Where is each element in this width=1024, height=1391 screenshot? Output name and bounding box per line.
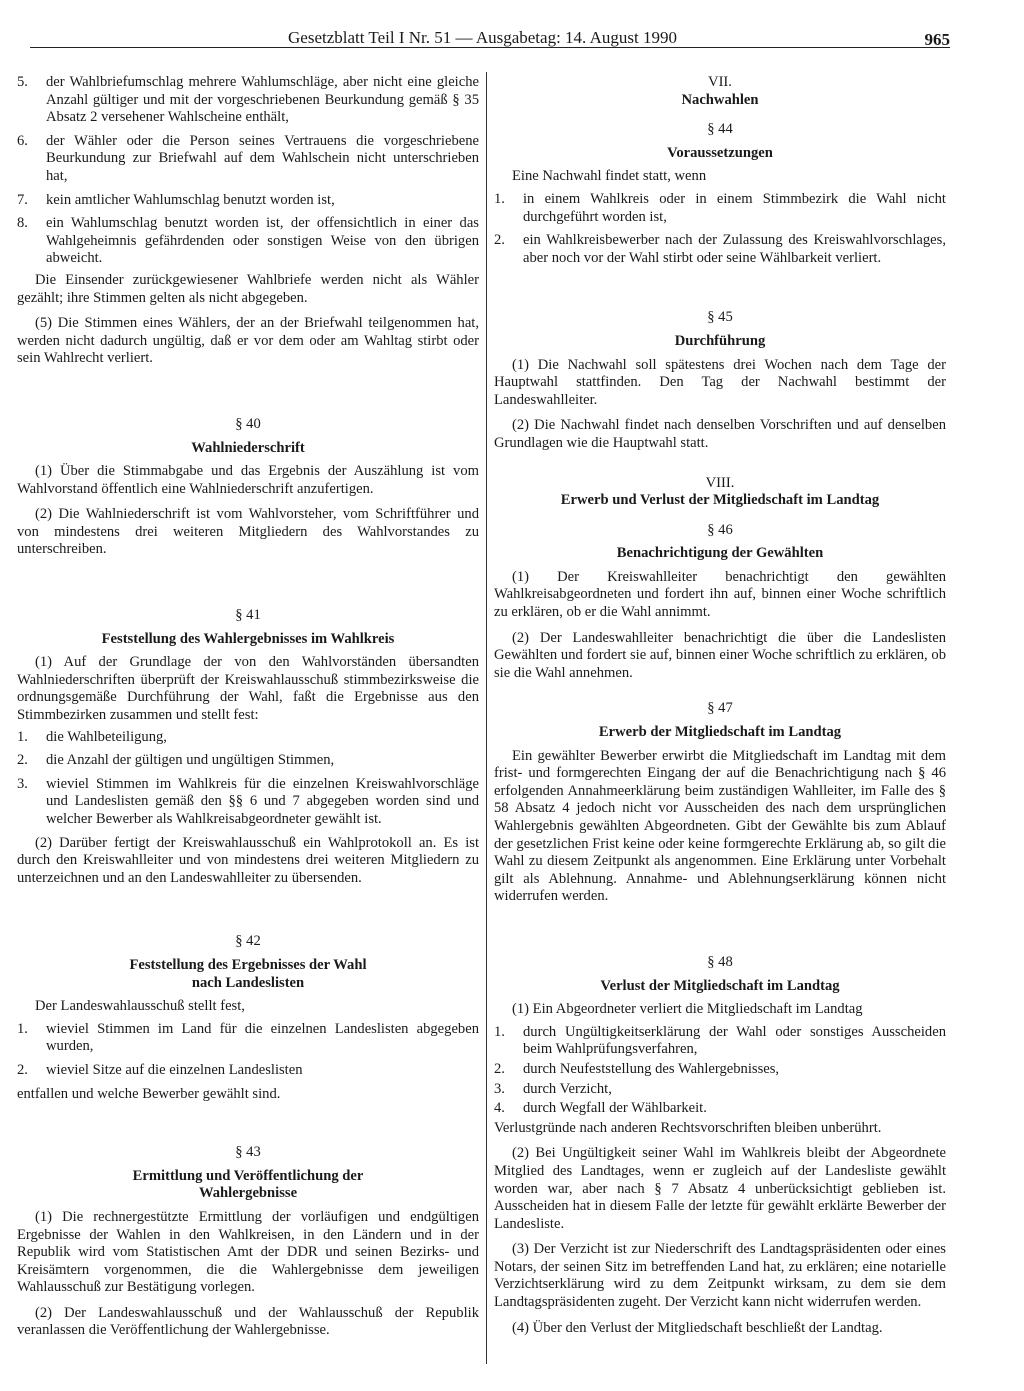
section-title: Wahlniederschrift <box>191 439 305 456</box>
paragraph: (1) Über die Stimmabgabe und das Ergebnis der Auszählung ist vom Wahlvorstand öffentlich eine Wahlniederschrift anzufertigen. <box>17 463 479 497</box>
section-title: Feststellung des Wahlergebnisses im Wahlkreis <box>101 630 395 647</box>
section-title: Wahlergebnisse <box>198 1185 298 1202</box>
paragraph: (4) Über den Verlust der Mitgliedschaft beschließt der Landtag. <box>512 1319 883 1336</box>
list-item: 6. der Wähler oder die Person seines Vertrauens die vorgeschriebene Beurkundung zur Briefwahl auf dem Wahlschein nicht unterschrieben hat, <box>17 132 479 184</box>
list-item: 8. ein Wahlumschlag benutzt worden ist, der offensichtlich in einer das Wahlgeheimnis gefährdenden oder sonstigen Weise von den übrigen abweicht. <box>17 215 479 267</box>
paragraph: Der Landeswahlausschuß stellt fest, <box>35 998 245 1015</box>
chapter-number: VII. <box>708 74 732 90</box>
paragraph: (1) Die rechnergestützte Ermittlung der vorläufigen und endgültigen Ergebnisse der Wahlen in den Wahlkreisen, in den Ländern und in der Republik wird vom Statistischen Amt der DDR und seinen Bezirks- und Kreisämtern vorgenommen, die die Wahlergebnisse dem jeweiligen Wahlausschuß zur Bestätigung vorlegen. <box>17 1208 479 1296</box>
paragraph: (2) Die Wahlniederschrift ist vom Wahlvorsteher, vom Schriftführer und von mindestens drei weiteren Mitgliedern des Wahlvorstandes zu unterschreiben. <box>17 506 479 558</box>
section-number: § 42 <box>235 933 261 950</box>
section-number: § 46 <box>707 521 733 538</box>
paragraph: (1) Auf der Grundlage der von den Wahlvorständen übersandten Wahlniederschriften überprüft der Kreiswahlausschuß stimmbezirksweise die ordnungsgemäße Durchführung der Wahl, faßt die Ergebnisse aus den Stimmbezirken zusammen und stellt fest: <box>17 654 479 724</box>
list-item: 4. durch Wegfall der Wählbarkeit. <box>494 1100 707 1117</box>
right-column <box>494 74 946 1345</box>
section-number: § 47 <box>707 700 733 717</box>
page-number: 965 <box>924 30 950 49</box>
paragraph: (1) Ein Abgeordneter verliert die Mitgliedschaft im Landtag <box>512 1001 863 1018</box>
paragraph: (2) Der Landeswahlleiter benachrichtigt die über die Landeslisten Gewählten und fordert sie auf, binnen einer Woche schriftlich zu erklären, ob sie die Wahl annehmen. <box>494 629 946 681</box>
section-number: § 41 <box>235 607 261 624</box>
chapter-title: Erwerb und Verlust der Mitgliedschaft im Landtag <box>560 492 880 509</box>
paragraph: (2) Bei Ungültigkeit seiner Wahl im Wahlkreis bleibt der Abgeordnete Mitglied des Landtages, wenn er zugleich auf der Landesliste gewählt worden war, aber nach § 7 Absatz 4 unberücksichtigt geblieben ist. Ausscheiden hat in diesem Falle der letzte für gewählt erklärte Bewerber der Landesliste. <box>494 1145 946 1232</box>
list-item: 5. der Wahlbriefumschlag mehrere Wahlumschläge, aber nicht eine gleiche Anzahl gültiger und mit der vorgeschriebenen Beurkundung gemäß § 35 Absatz 2 versehener Wahlscheine enthält, <box>17 74 479 126</box>
list-item: 1. in einem Wahlkreis oder in einem Stimmbezirk die Wahl nicht durchgeführt worden ist, <box>494 190 946 225</box>
list-item: 3. durch Verzicht, <box>494 1080 612 1097</box>
list-item: 2. wieviel Sitze auf die einzelnen Landeslisten <box>17 1061 303 1078</box>
column-divider <box>486 72 487 1364</box>
section-number: § 45 <box>707 309 733 326</box>
header-rule <box>30 47 950 48</box>
section-title: Durchführung <box>674 332 766 349</box>
section-title: Ermittlung und Veröffentlichung der <box>132 1167 364 1184</box>
section-number: § 44 <box>707 121 733 138</box>
paragraph: entfallen und welche Bewerber gewählt sind. <box>17 1085 281 1102</box>
list-item: 2. durch Neufeststellung des Wahlergebnisses, <box>494 1060 780 1077</box>
section-title: Voraussetzungen <box>667 144 773 161</box>
paragraph: (3) Der Verzicht ist zur Niederschrift des Landtagspräsidenten oder eines Notars, der seinen Sitz im betreffenden Land hat, zu erklären; eine notarielle Verzichtserklärung wird zu dem Zeitpunkt wirksam, zu dem sie dem Landtagspräsidenten zugeht. Der Verzicht kann nicht widerrufen werden. <box>494 1241 946 1311</box>
paragraph: Die Einsender zurückgewiesener Wahlbriefe werden nicht als Wähler gezählt; ihre Stimmen gelten als nicht abgegeben. <box>17 271 479 306</box>
list-item: 1. wieviel Stimmen im Land für die einzelnen Landeslisten abgegeben wurden, <box>17 1020 479 1055</box>
paragraph: Ein gewählter Bewerber erwirbt die Mitgliedschaft im Landtag mit dem frist- und formgerechten Eingang der auf die Benachrichtigung nach § 46 erfolgenden Annahmeerklärung beim zuständigen Wahlleiter, im Falle des § 58 Absatz 4 jedoch nicht vor Ausscheiden des nach dem ursprünglichen Wahlergebnis gewählten Abgeordneten. Gibt der Gewählte bis zum Ablauf der gesetzlichen Frist keine oder keine formgerechte Erklärung ab, so gilt die Wahl zu diesem Zeitpunkt als angenommen. Eine Erklärung unter Vorbehalt gilt als Ablehnung. Annahme- und Ablehnungserklärung können nicht widerrufen werden. <box>494 747 946 905</box>
section-title: Benachrichtigung der Gewählten <box>616 545 824 562</box>
section-title: Erwerb der Mitgliedschaft im Landtag <box>598 724 842 741</box>
left-column <box>17 74 479 1348</box>
header-title: Gesetzblatt Teil I Nr. 51 — Ausgabetag: 14. August 1990 <box>288 28 677 47</box>
paragraph: (1) Der Kreiswahlleiter benachrichtigt den gewählten Wahlkreisabgeordneten und fordert ihn auf, binnen einer Woche schriftlich zu erklären, ob er die Wahl annimmt. <box>494 568 946 621</box>
section-number: § 48 <box>707 953 733 970</box>
paragraph: (5) Die Stimmen eines Wählers, der an der Briefwahl teilgenommen hat, werden nicht dadurch ungültig, daß er vor dem oder am Wahltag stirbt oder sein Wahlrecht verliert. <box>17 315 479 367</box>
section-title: Feststellung des Ergebnisses der Wahl <box>129 956 367 973</box>
section-title: Verlust der Mitgliedschaft im Landtag <box>600 977 840 994</box>
paragraph: (1) Die Nachwahl soll spätestens drei Wochen nach dem Tage der Hauptwahl stattfinden. Den Tag der Nachwahl bestimmt der Landeswahlleiter. <box>494 356 946 408</box>
list-item: 3. wieviel Stimmen im Wahlkreis für die einzelnen Kreiswahlvorschläge und Landeslisten gemäß den §§ 6 und 7 abgegeben worden sind und welcher Bewerber als Wahlkreisabgeordneter gewählt ist. <box>17 775 479 827</box>
list-item: 2. ein Wahlkreisbewerber nach der Zulassung des Kreiswahlvorschlages, aber noch vor der Wahl stirbt oder seine Wählbarkeit verliert. <box>494 232 946 266</box>
paragraph: Eine Nachwahl findet statt, wenn <box>512 168 707 185</box>
list-item: 7. kein amtlicher Wahlumschlag benutzt worden ist, <box>17 191 335 208</box>
paragraph: (2) Darüber fertigt der Kreiswahlausschuß ein Wahlprotokoll an. Es ist durch den Kreiswahlleiter und von mindestens drei weiteren Mitgliedern zu unterzeichnen und an den Landeswahlleiter zu übersenden. <box>17 834 479 886</box>
section-number: § 43 <box>235 1144 261 1161</box>
list-item: 2. die Anzahl der gültigen und ungültigen Stimmen, <box>17 752 335 769</box>
paragraph: (2) Der Landeswahlausschuß und der Wahlausschuß der Republik veranlassen die Veröffentlichung der Wahlergebnisse. <box>17 1304 479 1339</box>
section-title: nach Landeslisten <box>191 974 305 991</box>
chapter-number: VIII. <box>705 474 735 491</box>
paragraph: Verlustgründe nach anderen Rechtsvorschriften bleiben unberührt. <box>494 1119 882 1136</box>
paragraph: (2) Die Nachwahl findet nach denselben Vorschriften und auf denselben Grundlagen wie die Hauptwahl statt. <box>494 417 946 451</box>
list-item: 1. durch Ungültigkeitserklärung der Wahl oder sonstiges Ausscheiden beim Wahlprüfungsverfahren, <box>494 1023 946 1058</box>
list-item: 1. die Wahlbeteiligung, <box>17 728 167 745</box>
chapter-title: Nachwahlen <box>681 91 759 108</box>
section-number: § 40 <box>235 415 261 432</box>
